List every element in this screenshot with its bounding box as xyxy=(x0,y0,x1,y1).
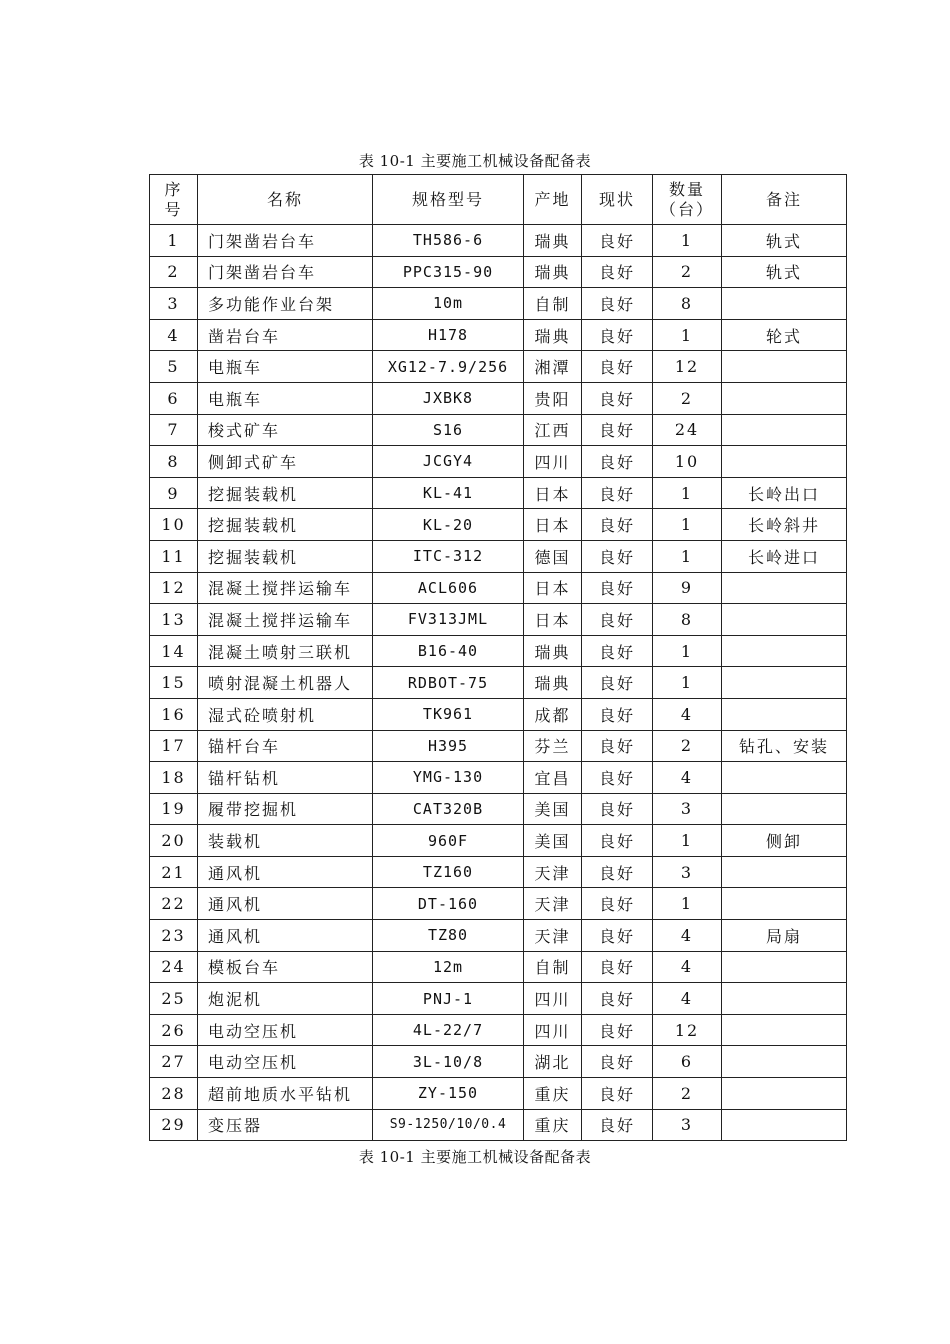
cell-origin: 湘潭 xyxy=(524,351,582,383)
cell-status: 良好 xyxy=(582,1014,653,1046)
cell-name: 混凝土喷射三联机 xyxy=(198,635,373,667)
cell-qty: 8 xyxy=(653,288,722,320)
cell-name: 湿式砼喷射机 xyxy=(198,698,373,730)
table-row xyxy=(150,793,847,825)
cell-status: 良好 xyxy=(582,256,653,288)
cell-origin: 四川 xyxy=(524,1014,582,1046)
cell-seq: 14 xyxy=(150,635,198,667)
cell-note xyxy=(722,762,847,794)
cell-qty: 4 xyxy=(653,920,722,952)
cell-status: 良好 xyxy=(582,667,653,699)
cell-seq: 11 xyxy=(150,540,198,572)
cell-model: B16-40 xyxy=(373,635,524,667)
table-row xyxy=(150,319,847,351)
table-row xyxy=(150,351,847,383)
cell-seq: 23 xyxy=(150,920,198,952)
cell-origin: 瑞典 xyxy=(524,319,582,351)
cell-name: 超前地质水平钻机 xyxy=(198,1078,373,1110)
cell-seq: 1 xyxy=(150,225,198,257)
cell-note xyxy=(722,1014,847,1046)
cell-status: 良好 xyxy=(582,319,653,351)
cell-note: 长岭斜井 xyxy=(722,509,847,541)
cell-origin: 天津 xyxy=(524,920,582,952)
cell-qty: 4 xyxy=(653,983,722,1015)
cell-model: FV313JML xyxy=(373,604,524,636)
cell-seq: 18 xyxy=(150,762,198,794)
cell-note xyxy=(722,667,847,699)
cell-origin: 自制 xyxy=(524,288,582,320)
table-caption-bottom: 表 10-1 主要施工机械设备配备表 xyxy=(358,1148,592,1166)
cell-seq: 26 xyxy=(150,1014,198,1046)
cell-name: 电动空压机 xyxy=(198,1014,373,1046)
cell-origin: 重庆 xyxy=(524,1078,582,1110)
cell-status: 良好 xyxy=(582,762,653,794)
table-row xyxy=(150,225,847,257)
cell-status: 良好 xyxy=(582,288,653,320)
cell-name: 挖掘装载机 xyxy=(198,509,373,541)
cell-origin: 德国 xyxy=(524,540,582,572)
cell-origin: 自制 xyxy=(524,951,582,983)
cell-note xyxy=(722,604,847,636)
cell-seq: 8 xyxy=(150,446,198,478)
cell-qty: 1 xyxy=(653,225,722,257)
cell-status: 良好 xyxy=(582,983,653,1015)
cell-seq: 20 xyxy=(150,825,198,857)
cell-note xyxy=(722,1078,847,1110)
cell-origin: 芬兰 xyxy=(524,730,582,762)
table-row xyxy=(150,951,847,983)
header-row xyxy=(150,175,847,225)
cell-qty: 1 xyxy=(653,888,722,920)
cell-name: 履带挖掘机 xyxy=(198,793,373,825)
cell-origin: 天津 xyxy=(524,856,582,888)
table-row xyxy=(150,477,847,509)
cell-name: 变压器 xyxy=(198,1109,373,1141)
cell-status: 良好 xyxy=(582,888,653,920)
header-status: 现状 xyxy=(582,175,653,225)
cell-status: 良好 xyxy=(582,225,653,257)
cell-qty: 4 xyxy=(653,698,722,730)
table-row xyxy=(150,920,847,952)
cell-seq: 24 xyxy=(150,951,198,983)
cell-qty: 1 xyxy=(653,635,722,667)
cell-seq: 21 xyxy=(150,856,198,888)
cell-note xyxy=(722,983,847,1015)
header-note: 备注 xyxy=(722,175,847,225)
table-row xyxy=(150,983,847,1015)
table-row xyxy=(150,888,847,920)
cell-model: KL-41 xyxy=(373,477,524,509)
cell-origin: 湖北 xyxy=(524,1046,582,1078)
header-qty xyxy=(653,175,722,225)
table-row xyxy=(150,635,847,667)
cell-qty: 1 xyxy=(653,509,722,541)
cell-note xyxy=(722,446,847,478)
cell-origin: 重庆 xyxy=(524,1109,582,1141)
cell-qty: 24 xyxy=(653,414,722,446)
table-row xyxy=(150,698,847,730)
table-row xyxy=(150,825,847,857)
cell-name: 锚杆台车 xyxy=(198,730,373,762)
cell-name: 通风机 xyxy=(198,888,373,920)
cell-qty: 1 xyxy=(653,825,722,857)
cell-status: 良好 xyxy=(582,509,653,541)
cell-seq: 29 xyxy=(150,1109,198,1141)
cell-seq: 12 xyxy=(150,572,198,604)
cell-origin: 江西 xyxy=(524,414,582,446)
cell-qty: 2 xyxy=(653,730,722,762)
cell-note xyxy=(722,888,847,920)
cell-seq: 4 xyxy=(150,319,198,351)
cell-name: 锚杆钻机 xyxy=(198,762,373,794)
cell-qty: 6 xyxy=(653,1046,722,1078)
cell-note xyxy=(722,1109,847,1141)
table-row xyxy=(150,414,847,446)
cell-model: H395 xyxy=(373,730,524,762)
cell-note: 轨式 xyxy=(722,256,847,288)
cell-note xyxy=(722,1046,847,1078)
header-qty-line2: （台） xyxy=(659,199,714,219)
cell-seq: 6 xyxy=(150,382,198,414)
cell-name: 混凝土搅拌运输车 xyxy=(198,604,373,636)
cell-name: 挖掘装载机 xyxy=(198,540,373,572)
table-row xyxy=(150,509,847,541)
cell-origin: 瑞典 xyxy=(524,667,582,699)
cell-qty: 1 xyxy=(653,477,722,509)
cell-note: 侧卸 xyxy=(722,825,847,857)
cell-model: PNJ-1 xyxy=(373,983,524,1015)
cell-model: 3L-10/8 xyxy=(373,1046,524,1078)
cell-origin: 美国 xyxy=(524,793,582,825)
table-row xyxy=(150,540,847,572)
cell-note xyxy=(722,572,847,604)
cell-status: 良好 xyxy=(582,572,653,604)
cell-origin: 日本 xyxy=(524,477,582,509)
cell-status: 良好 xyxy=(582,635,653,667)
table-row xyxy=(150,856,847,888)
cell-status: 良好 xyxy=(582,856,653,888)
cell-seq: 22 xyxy=(150,888,198,920)
cell-model: TH586-6 xyxy=(373,225,524,257)
cell-model: S16 xyxy=(373,414,524,446)
cell-status: 良好 xyxy=(582,1046,653,1078)
cell-model: 12m xyxy=(373,951,524,983)
cell-name: 模板台车 xyxy=(198,951,373,983)
cell-note xyxy=(722,856,847,888)
cell-qty: 1 xyxy=(653,667,722,699)
cell-model: TZ80 xyxy=(373,920,524,952)
cell-note: 长岭出口 xyxy=(722,477,847,509)
table-body xyxy=(150,225,847,1141)
cell-model: RDBOT-75 xyxy=(373,667,524,699)
cell-origin: 日本 xyxy=(524,509,582,541)
cell-seq: 19 xyxy=(150,793,198,825)
cell-model: ITC-312 xyxy=(373,540,524,572)
cell-model: 960F xyxy=(373,825,524,857)
cell-seq: 9 xyxy=(150,477,198,509)
cell-status: 良好 xyxy=(582,825,653,857)
cell-seq: 5 xyxy=(150,351,198,383)
cell-note: 轮式 xyxy=(722,319,847,351)
cell-note xyxy=(722,414,847,446)
header-seq xyxy=(150,175,198,225)
cell-model: PPC315-90 xyxy=(373,256,524,288)
cell-qty: 2 xyxy=(653,1078,722,1110)
cell-model: XG12-7.9/256 xyxy=(373,351,524,383)
cell-status: 良好 xyxy=(582,477,653,509)
cell-name: 混凝土搅拌运输车 xyxy=(198,572,373,604)
cell-seq: 2 xyxy=(150,256,198,288)
cell-status: 良好 xyxy=(582,730,653,762)
table-row xyxy=(150,1078,847,1110)
cell-model: 10m xyxy=(373,288,524,320)
cell-origin: 美国 xyxy=(524,825,582,857)
cell-note xyxy=(722,288,847,320)
cell-origin: 成都 xyxy=(524,698,582,730)
table-row xyxy=(150,256,847,288)
cell-seq: 10 xyxy=(150,509,198,541)
cell-name: 梭式矿车 xyxy=(198,414,373,446)
cell-qty: 9 xyxy=(653,572,722,604)
table-row xyxy=(150,1014,847,1046)
cell-name: 电瓶车 xyxy=(198,382,373,414)
cell-model: S9-1250/10/0.4 xyxy=(373,1109,524,1141)
cell-seq: 7 xyxy=(150,414,198,446)
cell-model: TZ160 xyxy=(373,856,524,888)
cell-status: 良好 xyxy=(582,920,653,952)
cell-qty: 1 xyxy=(653,319,722,351)
cell-origin: 贵阳 xyxy=(524,382,582,414)
cell-name: 通风机 xyxy=(198,856,373,888)
cell-origin: 日本 xyxy=(524,604,582,636)
cell-note xyxy=(722,382,847,414)
cell-status: 良好 xyxy=(582,540,653,572)
table-row xyxy=(150,382,847,414)
cell-origin: 四川 xyxy=(524,446,582,478)
cell-origin: 宜昌 xyxy=(524,762,582,794)
cell-model: ZY-150 xyxy=(373,1078,524,1110)
cell-status: 良好 xyxy=(582,604,653,636)
table-row xyxy=(150,1046,847,1078)
cell-model: KL-20 xyxy=(373,509,524,541)
cell-status: 良好 xyxy=(582,446,653,478)
cell-qty: 4 xyxy=(653,762,722,794)
cell-model: YMG-130 xyxy=(373,762,524,794)
cell-origin: 日本 xyxy=(524,572,582,604)
cell-qty: 1 xyxy=(653,540,722,572)
header-model: 规格型号 xyxy=(373,175,524,225)
cell-qty: 8 xyxy=(653,604,722,636)
header-seq-line1: 序 xyxy=(164,179,183,199)
cell-qty: 12 xyxy=(653,1014,722,1046)
cell-note xyxy=(722,951,847,983)
cell-seq: 16 xyxy=(150,698,198,730)
cell-status: 良好 xyxy=(582,414,653,446)
cell-qty: 10 xyxy=(653,446,722,478)
equipment-table xyxy=(149,174,847,1141)
table-row xyxy=(150,1109,847,1141)
cell-origin: 瑞典 xyxy=(524,225,582,257)
cell-model: 4L-22/7 xyxy=(373,1014,524,1046)
cell-model: ACL606 xyxy=(373,572,524,604)
header-origin: 产地 xyxy=(524,175,582,225)
cell-name: 电动空压机 xyxy=(198,1046,373,1078)
cell-note: 钻孔、安装 xyxy=(722,730,847,762)
cell-note: 轨式 xyxy=(722,225,847,257)
cell-status: 良好 xyxy=(582,1078,653,1110)
table-row xyxy=(150,604,847,636)
cell-qty: 12 xyxy=(653,351,722,383)
cell-name: 通风机 xyxy=(198,920,373,952)
cell-qty: 3 xyxy=(653,793,722,825)
cell-name: 装载机 xyxy=(198,825,373,857)
cell-origin: 瑞典 xyxy=(524,256,582,288)
cell-name: 门架凿岩台车 xyxy=(198,256,373,288)
cell-name: 凿岩台车 xyxy=(198,319,373,351)
cell-name: 多功能作业台架 xyxy=(198,288,373,320)
cell-model: TK961 xyxy=(373,698,524,730)
cell-status: 良好 xyxy=(582,793,653,825)
table-caption-top: 表 10-1 主要施工机械设备配备表 xyxy=(358,152,592,170)
cell-seq: 15 xyxy=(150,667,198,699)
cell-name: 侧卸式矿车 xyxy=(198,446,373,478)
cell-qty: 3 xyxy=(653,1109,722,1141)
cell-name: 挖掘装载机 xyxy=(198,477,373,509)
table-row xyxy=(150,667,847,699)
cell-seq: 13 xyxy=(150,604,198,636)
cell-status: 良好 xyxy=(582,698,653,730)
cell-model: CAT320B xyxy=(373,793,524,825)
cell-note xyxy=(722,698,847,730)
cell-seq: 28 xyxy=(150,1078,198,1110)
cell-seq: 25 xyxy=(150,983,198,1015)
cell-origin: 天津 xyxy=(524,888,582,920)
cell-seq: 3 xyxy=(150,288,198,320)
cell-note: 局扇 xyxy=(722,920,847,952)
cell-note xyxy=(722,351,847,383)
cell-model: DT-160 xyxy=(373,888,524,920)
table-row xyxy=(150,572,847,604)
cell-qty: 2 xyxy=(653,382,722,414)
cell-qty: 3 xyxy=(653,856,722,888)
table-row xyxy=(150,446,847,478)
cell-name: 炮泥机 xyxy=(198,983,373,1015)
table-header xyxy=(150,175,847,225)
cell-note: 长岭进口 xyxy=(722,540,847,572)
table-row xyxy=(150,288,847,320)
cell-model: JXBK8 xyxy=(373,382,524,414)
header-qty-line1: 数量 xyxy=(668,179,705,199)
cell-note xyxy=(722,793,847,825)
cell-note xyxy=(722,635,847,667)
cell-status: 良好 xyxy=(582,351,653,383)
table-row xyxy=(150,762,847,794)
cell-name: 门架凿岩台车 xyxy=(198,225,373,257)
cell-name: 喷射混凝土机器人 xyxy=(198,667,373,699)
cell-status: 良好 xyxy=(582,951,653,983)
cell-qty: 2 xyxy=(653,256,722,288)
cell-model: JCGY4 xyxy=(373,446,524,478)
cell-qty: 4 xyxy=(653,951,722,983)
header-name: 名称 xyxy=(198,175,373,225)
header-seq-line2: 号 xyxy=(164,199,183,219)
cell-status: 良好 xyxy=(582,382,653,414)
table-row xyxy=(150,730,847,762)
cell-seq: 17 xyxy=(150,730,198,762)
cell-status: 良好 xyxy=(582,1109,653,1141)
cell-model: H178 xyxy=(373,319,524,351)
cell-name: 电瓶车 xyxy=(198,351,373,383)
cell-origin: 瑞典 xyxy=(524,635,582,667)
cell-origin: 四川 xyxy=(524,983,582,1015)
cell-seq: 27 xyxy=(150,1046,198,1078)
